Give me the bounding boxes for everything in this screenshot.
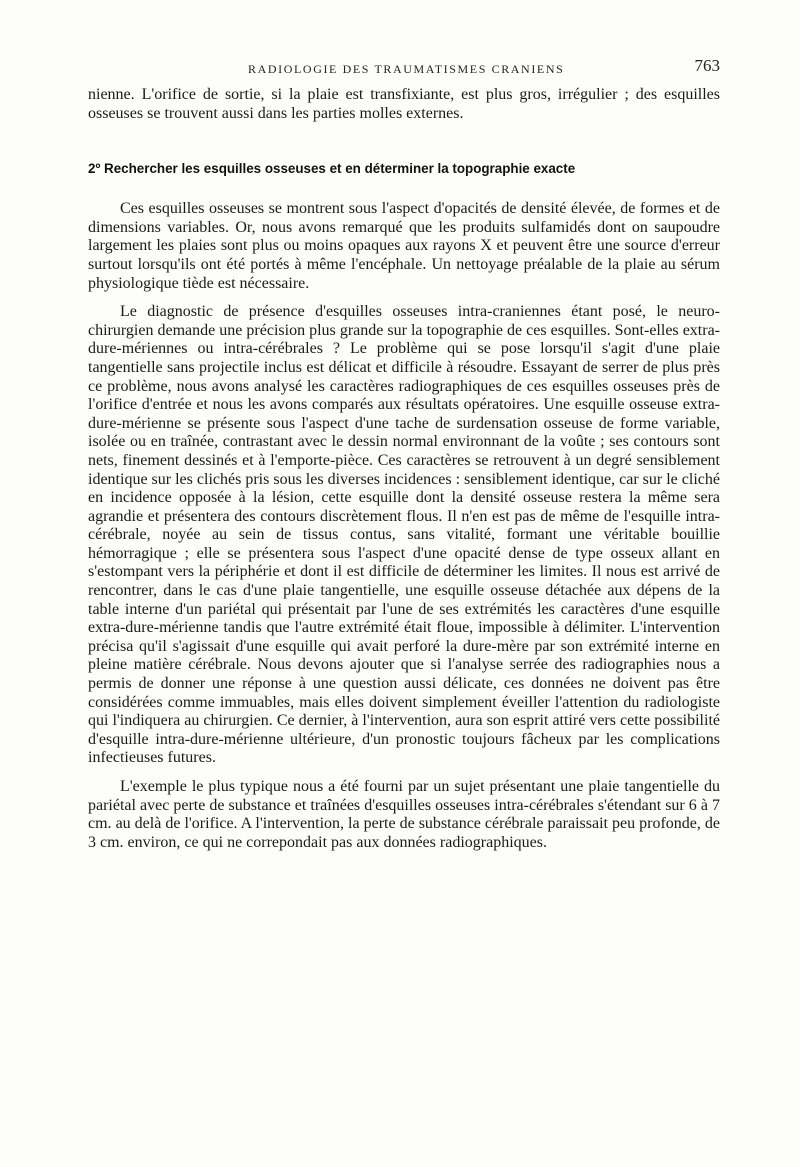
paragraph-diagnostic: Le diagnostic de présence d'esquilles osseuses intra-craniennes étant posé, le neuro-chirurgien demande une précision plus grande sur la topographie de ces esquilles. Sont-elles extra-dure-mériennes ou intra-cérébrales ? Le problème qui se pose lorsqu'il s'agit d'une plaie tangentielle sans projectile inclus est délicat et difficile à résoudre. Essayant de serrer de plus près ce problème, nous avons analysé les caractères radiographiques de ces esquilles osseuses près de l'orifice d'entrée et nous les avons comparés aux résultats opératoires. Une esquille osseuse extra-dure-mérienne se présente sous l'aspect d'une tache de surdensation osseuse de forme variable, isolée ou en traînée, contrastant avec le dessin normal environnant de la voûte ; ses contours sont nets, finement dessinés et à l'emporte-pièce. Ces caractères se retrouvent à un degré sensiblement identique sur les clichés pris sous les diverses incidences : sensiblement identique, car sur le cliché en incidence opposée à la lésion, cette esquille dont la densité osseuse restera la même sera agrandie et présentera des contours discrètement flous. Il n'en est pas de même de l'esquille intra-cérébrale, noyée au sein de tissus contus, sans vitalité, formant une véritable bouillie hémorragique ; elle se présentera sous l'aspect d'une opacité dense de type osseux allant en s'estompant vers la périphérie et dont il est difficile de déterminer les limites. Il nous est arrivé de rencontrer, dans le cas d'une plaie tangentielle, une esquille osseuse détachée aux dépens de la table interne d'un pariétal qui présentait par l'une de ses extrémités les caractères d'une esquille extra-dure-mérienne tandis que l'autre extrémité était floue, impossible à délimiter. L'intervention précisa qu'il s'agissait d'une esquille qui avait perforé la dure-mère par son extrémité interne en pleine matière cérébrale. Nous devons ajouter que si l'analyse serrée des radiographies nous a permis de donner une réponse à une question aussi délicate, ces données ne doivent pas être considérées comme immuables, mais elles doivent simplement éveiller l'attention du radiologiste qui l'indiquera au chirurgien. Ce dernier, à l'intervention, aura son esprit attiré vers cette possibilité d'esquille intra-dure-mérienne ultérieure, d'un pronostic toujours fâcheux par les complications infectieuses futures. (88, 303, 720, 767)
running-header (88, 56, 720, 82)
paragraph-esquilles-opacites: Ces esquilles osseuses se montrent sous l'aspect d'opacités de densité élevée, de formes et de dimensions variables. Or, nous avons remarqué que les produits sulfamidés dont on saupoudre largement les plaies sont plus ou moins opaques aux rayons X et peuvent être une source d'erreur surtout lorsqu'ils ont été portés à même l'encéphale. Un nettoyage préalable de la plaie au sérum physiologique tiède est nécessaire. (88, 200, 720, 292)
running-title: RADIOLOGIE DES TRAUMATISMES CRANIENS (248, 62, 565, 76)
document-page (88, 56, 720, 852)
paragraph-exemple: L'exemple le plus typique nous a été fourni par un sujet présentant une plaie tangentielle du pariétal avec perte de substance et traînées d'esquilles osseuses intra-cérébrales s'étendant sur 6 à 7 cm. au delà de l'orifice. A l'intervention, la perte de substance cérébrale paraissait peu profonde, de 3 cm. environ, ce qui ne correpondait pas aux données radiographiques. (88, 778, 720, 851)
section-heading: 2º Rechercher les esquilles osseuses et en déterminer la topographie exacte (88, 161, 576, 177)
page-number: 763 (694, 56, 720, 75)
paragraph-continuation: nienne. L'orifice de sortie, si la plaie est transfixiante, est plus gros, irrégulier ; des esquilles osseuses se trouvent aussi dans les parties molles externes. (88, 86, 720, 122)
